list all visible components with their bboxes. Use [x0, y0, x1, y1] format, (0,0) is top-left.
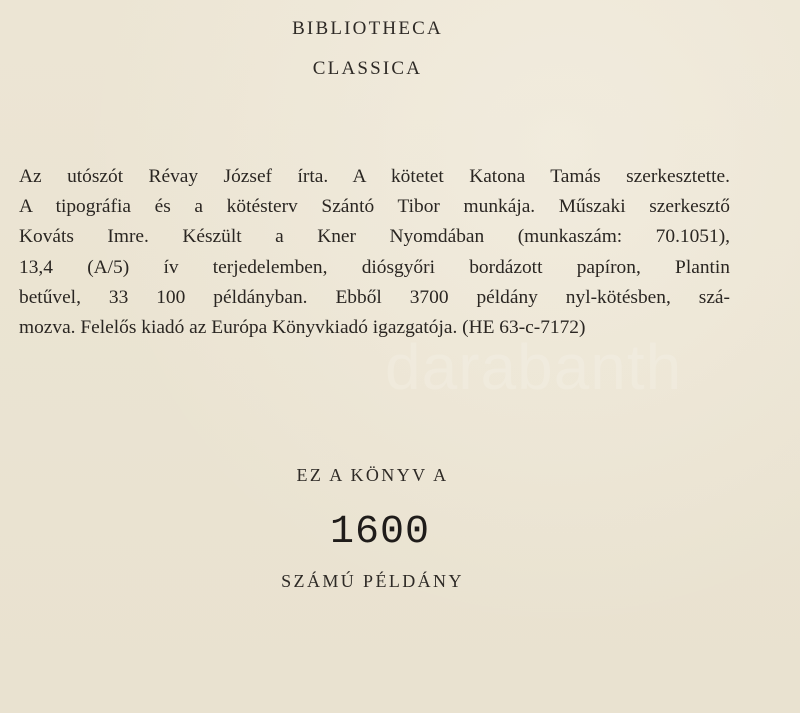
copy-label-top: EZ A KÖNYV A — [296, 465, 449, 485]
colophon-line: betűvel, 33 100 példányban. Ebből 3700 példány nyl-kötésben, szá- — [19, 286, 730, 308]
watermark: darabanth — [385, 331, 683, 403]
colophon-line: mozva. Felelős kiadó az Európa Könyvkiadó igazgatója. (HE 63-c-7172) — [19, 317, 586, 339]
colophon-line: A tipográfia és a kötésterv Szántó Tibor munkája. Műszaki szerkesztő — [19, 196, 730, 218]
colophon-line: Kováts Imre. Készült a Kner Nyomdában (munkaszám: 70.1051), — [19, 226, 730, 248]
series-title-line2: CLASSICA — [312, 58, 423, 79]
copy-number-stamp: 1600 — [329, 510, 430, 555]
copy-label-bottom: SZÁMÚ PÉLDÁNY — [281, 571, 464, 591]
colophon-paragraph — [19, 162, 730, 343]
colophon-line: Az utószót Révay József írta. A kötetet Katona Tamás szerkesztette. — [19, 166, 730, 187]
colophon-line: 13,4 (A/5) ív terjedelemben, diósgyőri bordázott papíron, Plantin — [19, 256, 730, 278]
series-title-line1: BIBLIOTHECA — [292, 18, 443, 39]
